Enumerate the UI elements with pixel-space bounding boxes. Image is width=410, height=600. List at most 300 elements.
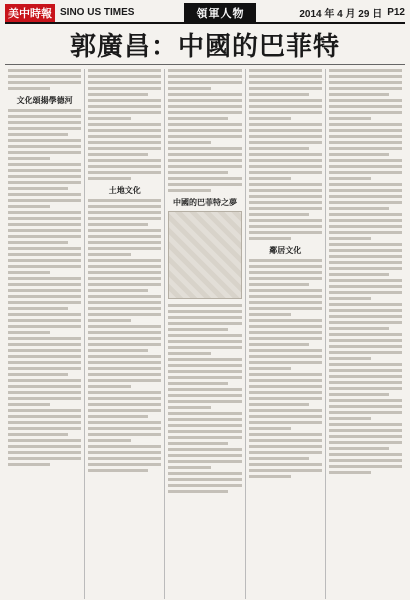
headline-row: [5, 24, 405, 65]
article-photo: [168, 211, 241, 299]
text-line-placeholder: [88, 111, 161, 114]
text-line-placeholder: [329, 75, 402, 78]
text-line-placeholder: [168, 346, 241, 349]
text-line-placeholder: [249, 373, 322, 376]
text-line-placeholder: [8, 271, 50, 274]
text-line-placeholder: [168, 123, 241, 126]
text-line-placeholder: [329, 261, 402, 264]
text-line-placeholder: [329, 99, 402, 102]
text-line-placeholder: [329, 351, 402, 354]
text-line-placeholder: [88, 159, 161, 162]
text-line-placeholder: [168, 189, 210, 192]
text-line-placeholder: [8, 121, 81, 124]
text-line-placeholder: [249, 189, 322, 192]
text-line-placeholder: [249, 165, 322, 168]
text-line-placeholder: [8, 409, 81, 412]
text-line-placeholder: [88, 307, 161, 310]
text-line-placeholder: [168, 418, 241, 421]
text-line-placeholder: [329, 333, 402, 336]
text-line-placeholder: [249, 213, 309, 216]
text-line-placeholder: [88, 319, 130, 322]
text-line-placeholder: [8, 457, 81, 460]
text-line-placeholder: [8, 81, 81, 84]
text-line-placeholder: [329, 273, 389, 276]
text-line-placeholder: [88, 337, 161, 340]
text-line-placeholder: [88, 223, 148, 226]
text-line-placeholder: [8, 265, 81, 268]
text-line-placeholder: [329, 135, 402, 138]
text-line-placeholder: [8, 451, 81, 454]
text-line-placeholder: [88, 253, 130, 256]
text-line-placeholder: [88, 135, 161, 138]
article-headline: 郭廣昌：中國的巴菲特: [69, 31, 340, 62]
text-line-placeholder: [249, 343, 309, 346]
text-line-placeholder: [168, 490, 228, 493]
text-line-placeholder: [329, 417, 371, 420]
text-line-placeholder: [249, 277, 322, 280]
text-line-placeholder: [329, 309, 402, 312]
text-line-placeholder: [168, 412, 241, 415]
text-line-placeholder: [8, 331, 50, 334]
text-line-placeholder: [168, 117, 228, 120]
text-line-placeholder: [329, 171, 402, 174]
text-line-placeholder: [168, 93, 241, 96]
text-line-placeholder: [8, 349, 81, 352]
text-line-placeholder: [88, 469, 148, 472]
text-line-placeholder: [168, 352, 210, 355]
text-line-placeholder: [8, 415, 81, 418]
text-line-placeholder: [168, 442, 228, 445]
text-line-placeholder: [249, 117, 291, 120]
text-line-placeholder: [249, 301, 322, 304]
text-line-placeholder: [88, 421, 161, 424]
text-line-placeholder: [8, 433, 68, 436]
text-line-placeholder: [168, 376, 241, 379]
text-line-placeholder: [329, 447, 389, 450]
text-line-placeholder: [249, 219, 322, 222]
text-line-placeholder: [329, 195, 402, 198]
text-line-placeholder: [249, 231, 322, 234]
text-line-placeholder: [8, 181, 81, 184]
text-line-placeholder: [249, 409, 322, 412]
text-line-placeholder: [329, 219, 402, 222]
text-line-placeholder: [249, 283, 309, 286]
text-line-placeholder: [329, 465, 402, 468]
text-line-placeholder: [249, 123, 322, 126]
text-line-placeholder: [249, 265, 322, 268]
text-line-placeholder: [88, 87, 161, 90]
text-line-placeholder: [168, 69, 241, 72]
text-line-placeholder: [168, 334, 241, 337]
text-line-placeholder: [249, 183, 322, 186]
text-line-placeholder: [8, 163, 81, 166]
text-line-placeholder: [168, 424, 241, 427]
text-line-placeholder: [168, 394, 241, 397]
text-line-placeholder: [249, 463, 322, 466]
text-line-placeholder: [249, 69, 322, 72]
text-line-placeholder: [329, 69, 402, 72]
text-line-placeholder: [329, 153, 389, 156]
text-line-placeholder: [8, 175, 81, 178]
text-line-placeholder: [329, 399, 402, 402]
text-line-placeholder: [88, 123, 161, 126]
text-line-placeholder: [88, 75, 161, 78]
text-line-placeholder: [329, 141, 402, 144]
text-line-placeholder: [329, 291, 402, 294]
masthead: [5, 3, 405, 24]
text-line-placeholder: [168, 472, 241, 475]
text-line-placeholder: [329, 297, 371, 300]
text-line-placeholder: [168, 466, 210, 469]
text-line-placeholder: [88, 373, 161, 376]
text-line-placeholder: [329, 471, 371, 474]
text-line-placeholder: [249, 397, 322, 400]
text-line-placeholder: [168, 141, 210, 144]
newspaper-logo: 美中時報: [5, 4, 55, 22]
text-line-placeholder: [168, 460, 241, 463]
text-line-placeholder: [249, 87, 322, 90]
text-line-placeholder: [249, 171, 322, 174]
text-line-placeholder: [168, 165, 241, 168]
text-line-placeholder: [8, 439, 81, 442]
text-line-placeholder: [249, 439, 322, 442]
text-line-placeholder: [249, 271, 322, 274]
text-line-placeholder: [168, 183, 241, 186]
text-line-placeholder: [249, 433, 322, 436]
text-line-placeholder: [8, 229, 81, 232]
text-line-placeholder: [329, 111, 402, 114]
text-line-placeholder: [88, 265, 161, 268]
text-line-placeholder: [88, 355, 161, 358]
text-line-placeholder: [8, 109, 81, 112]
text-line-placeholder: [8, 241, 68, 244]
text-line-placeholder: [329, 411, 402, 414]
text-line-placeholder: [249, 307, 322, 310]
text-line-placeholder: [329, 369, 402, 372]
text-line-placeholder: [88, 217, 161, 220]
text-line-placeholder: [329, 231, 402, 234]
text-line-placeholder: [8, 69, 81, 72]
text-line-placeholder: [88, 445, 161, 448]
text-line-placeholder: [88, 433, 161, 436]
text-line-placeholder: [8, 289, 81, 292]
text-line-placeholder: [249, 105, 322, 108]
text-line-placeholder: [329, 147, 402, 150]
text-line-placeholder: [329, 321, 402, 324]
text-line-placeholder: [168, 81, 241, 84]
text-line-placeholder: [8, 157, 50, 160]
text-line-placeholder: [329, 375, 402, 378]
text-line-placeholder: [249, 201, 322, 204]
text-line-placeholder: [88, 439, 130, 442]
text-line-placeholder: [8, 139, 81, 142]
text-line-placeholder: [8, 397, 81, 400]
text-line-placeholder: [168, 370, 241, 373]
text-line-placeholder: [329, 81, 402, 84]
text-line-placeholder: [329, 363, 402, 366]
text-line-placeholder: [329, 177, 371, 180]
text-line-placeholder: [168, 129, 241, 132]
text-line-placeholder: [249, 195, 322, 198]
text-line-placeholder: [249, 147, 309, 150]
text-line-placeholder: [249, 313, 291, 316]
text-line-placeholder: [8, 301, 81, 304]
section-banner: 領軍人物: [184, 3, 256, 23]
text-line-placeholder: [88, 117, 130, 120]
text-line-placeholder: [88, 271, 161, 274]
text-line-placeholder: [8, 373, 68, 376]
text-line-placeholder: [249, 141, 322, 144]
text-line-placeholder: [8, 319, 81, 322]
text-line-placeholder: [88, 301, 161, 304]
text-line-placeholder: [168, 382, 228, 385]
text-line-placeholder: [8, 313, 81, 316]
article-subhead: 土地文化: [108, 185, 141, 195]
text-line-placeholder: [88, 451, 161, 454]
text-line-placeholder: [88, 397, 161, 400]
text-line-placeholder: [88, 457, 161, 460]
text-line-placeholder: [329, 123, 402, 126]
text-line-placeholder: [168, 454, 241, 457]
text-line-placeholder: [8, 127, 81, 130]
text-line-placeholder: [329, 183, 402, 186]
text-line-placeholder: [249, 237, 291, 240]
text-line-placeholder: [168, 310, 241, 313]
text-line-placeholder: [168, 340, 241, 343]
text-line-placeholder: [249, 337, 322, 340]
text-line-placeholder: [8, 421, 81, 424]
text-line-placeholder: [168, 75, 241, 78]
text-line-placeholder: [8, 379, 81, 382]
text-line-placeholder: [329, 129, 402, 132]
text-line-placeholder: [88, 129, 161, 132]
text-line-placeholder: [249, 75, 322, 78]
text-line-placeholder: [168, 87, 210, 90]
text-line-placeholder: [249, 289, 322, 292]
text-line-placeholder: [249, 355, 322, 358]
text-line-placeholder: [8, 223, 81, 226]
text-line-placeholder: [329, 237, 371, 240]
text-line-placeholder: [8, 277, 81, 280]
text-line-placeholder: [88, 409, 161, 412]
text-line-placeholder: [88, 427, 161, 430]
text-line-placeholder: [329, 315, 402, 318]
text-line-placeholder: [329, 339, 402, 342]
text-line-placeholder: [168, 99, 241, 102]
text-line-placeholder: [8, 199, 81, 202]
text-line-placeholder: [168, 388, 241, 391]
text-line-placeholder: [168, 304, 241, 307]
text-line-placeholder: [249, 421, 322, 424]
article-subhead: 中國的巴菲特之夢: [173, 197, 237, 207]
text-line-placeholder: [8, 391, 81, 394]
text-line-placeholder: [249, 177, 291, 180]
text-line-placeholder: [249, 367, 291, 370]
text-line-placeholder: [8, 211, 81, 214]
text-line-placeholder: [249, 325, 322, 328]
text-line-placeholder: [88, 277, 161, 280]
text-line-placeholder: [168, 147, 241, 150]
article-subhead: 鄰居文化: [269, 245, 302, 255]
text-line-placeholder: [249, 129, 322, 132]
text-line-placeholder: [168, 177, 241, 180]
text-line-placeholder: [249, 349, 322, 352]
text-line-placeholder: [329, 387, 402, 390]
text-line-placeholder: [329, 213, 402, 216]
text-line-placeholder: [329, 249, 402, 252]
text-line-placeholder: [168, 364, 241, 367]
text-line-placeholder: [168, 436, 241, 439]
text-line-placeholder: [8, 361, 81, 364]
text-line-placeholder: [8, 325, 81, 328]
text-line-placeholder: [8, 205, 50, 208]
text-line-placeholder: [8, 295, 81, 298]
text-line-placeholder: [329, 303, 402, 306]
article-column: [326, 69, 405, 599]
text-line-placeholder: [329, 159, 402, 162]
text-line-placeholder: [88, 165, 161, 168]
text-line-placeholder: [88, 93, 148, 96]
text-line-placeholder: [8, 217, 81, 220]
text-line-placeholder: [249, 259, 322, 262]
text-line-placeholder: [329, 267, 402, 270]
text-line-placeholder: [249, 469, 322, 472]
text-line-placeholder: [88, 331, 161, 334]
text-line-placeholder: [8, 169, 81, 172]
text-line-placeholder: [88, 391, 161, 394]
text-line-placeholder: [249, 111, 322, 114]
text-line-placeholder: [88, 177, 130, 180]
text-line-placeholder: [88, 295, 161, 298]
text-line-placeholder: [168, 406, 210, 409]
text-line-placeholder: [88, 247, 161, 250]
text-line-placeholder: [168, 105, 241, 108]
text-line-placeholder: [249, 403, 309, 406]
text-line-placeholder: [8, 115, 81, 118]
text-line-placeholder: [88, 211, 161, 214]
text-line-placeholder: [329, 255, 402, 258]
text-line-placeholder: [8, 75, 81, 78]
text-line-placeholder: [8, 259, 81, 262]
text-line-placeholder: [8, 247, 81, 250]
text-line-placeholder: [168, 153, 241, 156]
text-line-placeholder: [249, 391, 322, 394]
text-line-placeholder: [8, 145, 81, 148]
text-line-placeholder: [329, 87, 402, 90]
text-line-placeholder: [8, 343, 81, 346]
text-line-placeholder: [88, 81, 161, 84]
text-line-placeholder: [8, 355, 81, 358]
text-line-placeholder: [168, 171, 228, 174]
text-line-placeholder: [8, 283, 81, 286]
text-line-placeholder: [329, 285, 402, 288]
text-line-placeholder: [249, 457, 309, 460]
text-line-placeholder: [168, 484, 241, 487]
text-line-placeholder: [329, 117, 371, 120]
text-line-placeholder: [88, 361, 161, 364]
text-line-placeholder: [249, 153, 322, 156]
text-line-placeholder: [329, 93, 389, 96]
text-line-placeholder: [168, 322, 241, 325]
text-line-placeholder: [329, 453, 402, 456]
text-line-placeholder: [249, 135, 322, 138]
text-line-placeholder: [88, 147, 161, 150]
text-line-placeholder: [168, 111, 241, 114]
text-line-placeholder: [329, 345, 402, 348]
text-line-placeholder: [88, 367, 161, 370]
text-line-placeholder: [8, 403, 50, 406]
text-line-placeholder: [8, 307, 68, 310]
text-line-placeholder: [88, 289, 148, 292]
text-line-placeholder: [88, 171, 161, 174]
text-line-placeholder: [249, 99, 322, 102]
issue-date: 2014 年 4 月 29 日: [299, 9, 383, 20]
text-line-placeholder: [88, 343, 161, 346]
text-line-placeholder: [88, 283, 161, 286]
text-line-placeholder: [88, 69, 161, 72]
article-columns: [5, 69, 405, 599]
text-line-placeholder: [249, 427, 291, 430]
text-line-placeholder: [329, 189, 402, 192]
text-line-placeholder: [329, 441, 402, 444]
article-column: [85, 69, 165, 599]
article-column: [246, 69, 326, 599]
text-line-placeholder: [88, 403, 161, 406]
text-line-placeholder: [329, 393, 389, 396]
text-line-placeholder: [88, 229, 161, 232]
text-line-placeholder: [249, 319, 322, 322]
text-line-placeholder: [88, 313, 161, 316]
text-line-placeholder: [8, 187, 68, 190]
text-line-placeholder: [329, 405, 402, 408]
article-column: [165, 69, 245, 599]
text-line-placeholder: [329, 225, 402, 228]
text-line-placeholder: [8, 133, 68, 136]
text-line-placeholder: [168, 430, 241, 433]
text-line-placeholder: [249, 361, 322, 364]
text-line-placeholder: [88, 379, 161, 382]
text-line-placeholder: [329, 381, 402, 384]
text-line-placeholder: [8, 151, 81, 154]
text-line-placeholder: [329, 459, 402, 462]
text-line-placeholder: [329, 327, 389, 330]
text-line-placeholder: [88, 205, 161, 208]
text-line-placeholder: [249, 385, 322, 388]
text-line-placeholder: [8, 253, 81, 256]
text-line-placeholder: [329, 279, 402, 282]
text-line-placeholder: [88, 385, 130, 388]
text-line-placeholder: [249, 159, 322, 162]
text-line-placeholder: [88, 415, 148, 418]
text-line-placeholder: [249, 415, 322, 418]
text-line-placeholder: [168, 448, 241, 451]
text-line-placeholder: [249, 225, 322, 228]
text-line-placeholder: [329, 243, 402, 246]
text-line-placeholder: [249, 445, 322, 448]
text-line-placeholder: [8, 193, 81, 196]
text-line-placeholder: [329, 165, 402, 168]
article-subhead: 文化頌揚學德河: [16, 95, 73, 105]
page-number: P12: [387, 7, 405, 18]
text-line-placeholder: [249, 379, 322, 382]
text-line-placeholder: [8, 87, 50, 90]
text-line-placeholder: [329, 435, 402, 438]
text-line-placeholder: [168, 478, 241, 481]
text-line-placeholder: [88, 349, 148, 352]
text-line-placeholder: [88, 153, 148, 156]
text-line-placeholder: [249, 331, 322, 334]
text-line-placeholder: [329, 357, 371, 360]
